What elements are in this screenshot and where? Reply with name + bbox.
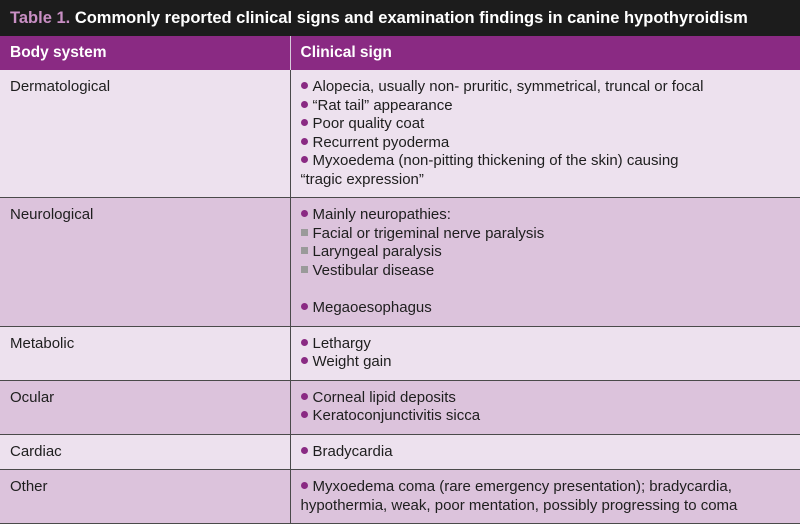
- body-system-cell: Dermatological: [0, 70, 290, 198]
- table-row: [0, 380, 800, 434]
- sign-item: [301, 115, 795, 134]
- sub-sign-item: [301, 243, 795, 262]
- bullet-icon: [301, 138, 308, 145]
- sign-text: Recurrent pyoderma: [312, 133, 450, 151]
- sign-continuation: “tragic expression”: [300, 170, 424, 188]
- sign-text: “Rat tail” appearance: [312, 96, 453, 114]
- sub-sign-item: [301, 262, 795, 281]
- table-row: [0, 198, 800, 327]
- clinical-sign-cell: [290, 198, 800, 327]
- square-bullet-icon: [301, 247, 308, 254]
- sign-item: [301, 78, 795, 97]
- sign-item: [301, 353, 795, 372]
- sign-continuation: hypothermia, weak, poor mentation, possibly progressing to coma: [300, 496, 738, 514]
- clinical-sign-cell: [290, 70, 800, 198]
- bullet-icon: [301, 210, 308, 217]
- sign-item: [301, 389, 795, 408]
- caption-title: Commonly reported clinical signs and examination findings in canine hypothyroidism: [74, 9, 748, 27]
- body-system-cell: Metabolic: [0, 326, 290, 380]
- sign-text: Poor quality coat: [312, 115, 425, 132]
- sign-text: Myxoedema (non-pitting thickening of the skin) causing: [312, 152, 679, 169]
- bullet-icon: [301, 82, 308, 89]
- clinical-sign-cell: [290, 326, 800, 380]
- sign-text: Bradycardia: [312, 442, 393, 460]
- table-row: [0, 326, 800, 380]
- bullet-icon: [301, 303, 308, 310]
- table-row: [0, 70, 800, 198]
- clinical-sign-cell: [290, 470, 800, 524]
- sign-text: Alopecia, usually non- pruritic, symmetrical, truncal or focal: [312, 78, 704, 95]
- square-bullet-icon: [301, 266, 308, 273]
- body-system-cell: Other: [0, 470, 290, 524]
- table-row: [0, 434, 800, 470]
- sign-item: [301, 299, 795, 318]
- sign-item: [301, 206, 795, 225]
- bullet-icon: [301, 156, 308, 163]
- header-row: [0, 36, 800, 70]
- bullet-icon: [301, 393, 308, 400]
- sign-text: Vestibular disease: [312, 261, 435, 279]
- clinical-sign-cell: [290, 380, 800, 434]
- sign-item: [301, 407, 795, 426]
- sign-item: [301, 97, 795, 116]
- sign-item: [301, 335, 795, 354]
- sign-item: [301, 152, 795, 171]
- body-system-cell: Neurological: [0, 198, 290, 327]
- sign-item: [301, 478, 795, 497]
- clinical-sign-cell: [290, 434, 800, 470]
- sign-text: Facial or trigeminal nerve paralysis: [312, 224, 545, 242]
- sign-text: Mainly neuropathies:: [312, 206, 451, 223]
- sign-text: Laryngeal paralysis: [312, 243, 442, 260]
- sub-sign-item: [301, 225, 795, 244]
- sign-text: Myxoedema coma (rare emergency presentation); bradycardia,: [312, 478, 732, 495]
- header-clinical-sign: Clinical sign: [290, 36, 800, 70]
- bullet-icon: [301, 411, 308, 418]
- clinical-signs-table: [0, 36, 800, 524]
- sign-item: [301, 443, 795, 462]
- sign-item: [301, 134, 795, 153]
- sign-text: Lethargy: [312, 334, 371, 352]
- sign-text: Corneal lipid deposits: [312, 388, 456, 406]
- square-bullet-icon: [301, 229, 308, 236]
- list-spacer: [301, 280, 795, 299]
- bullet-icon: [301, 482, 308, 489]
- bullet-icon: [301, 339, 308, 346]
- body-system-cell: Ocular: [0, 380, 290, 434]
- table-caption: [0, 0, 800, 36]
- bullet-icon: [301, 119, 308, 126]
- sign-text: Megaoesophagus: [312, 299, 432, 316]
- caption-label: Table 1.: [10, 9, 71, 27]
- header-body-system: Body system: [0, 36, 290, 70]
- sign-text: Keratoconjunctivitis sicca: [312, 407, 481, 424]
- bullet-icon: [301, 357, 308, 364]
- bullet-icon: [301, 447, 308, 454]
- body-system-cell: Cardiac: [0, 434, 290, 470]
- table-row: [0, 470, 800, 524]
- sign-text: Weight gain: [312, 353, 392, 370]
- bullet-icon: [301, 101, 308, 108]
